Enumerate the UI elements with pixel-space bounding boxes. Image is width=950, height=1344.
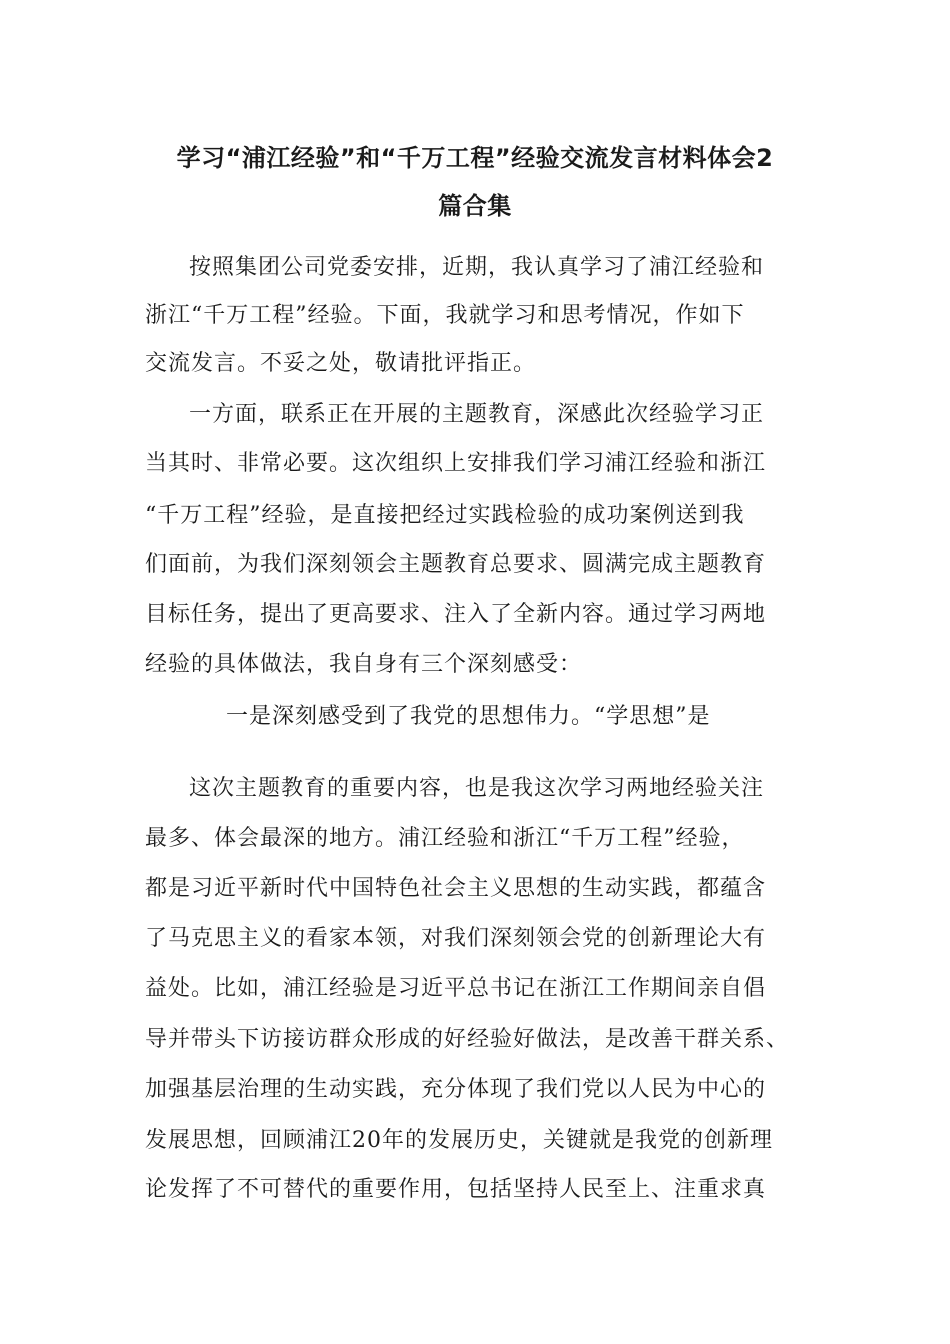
paragraph-line: 都是习近平新时代中国特色社会主义思想的生动实践，都蕴含	[145, 876, 767, 901]
paragraph-line: 最多、体会最深的地方。浦江经验和浙江“千万工程”经验，	[145, 826, 745, 851]
paragraph-line: 益处。比如，浦江经验是习近平总书记在浙江工作期间亲自倡	[145, 976, 767, 1001]
paragraph-line: 浙江“千万工程”经验。下面，我就学习和思考情况，作如下	[145, 303, 745, 328]
paragraph-line: 目标任务，提出了更高要求、注入了全新内容。通过学习两地	[145, 602, 767, 627]
paragraph-line: 按照集团公司党委安排，近期，我认真学习了浦江经验和	[189, 255, 765, 280]
paragraph-line: 经验的具体做法，我自身有三个深刻感受：	[145, 652, 583, 677]
paragraph-line: 导并带头下访接访群众形成的好经验好做法，是改善干群关系、	[145, 1027, 790, 1052]
paragraph-line: 这次主题教育的重要内容，也是我这次学习两地经验关注	[189, 776, 765, 801]
paragraph-line: “千万工程”经验，是直接把经过实践检验的成功案例送到我	[145, 503, 745, 528]
paragraph-line: 论发挥了不可替代的重要作用，包括坚持人民至上、注重求真	[145, 1177, 767, 1202]
document-title-line-2: 篇合集	[438, 192, 512, 220]
paragraph-line: 当其时、非常必要。这次组织上安排我们学习浦江经验和浙江	[145, 451, 767, 476]
paragraph-line: 交流发言。不妥之处，敬请批评指正。	[145, 351, 537, 376]
paragraph-line: 发展思想，回顾浦江20年的发展历史，关键就是我党的创新理	[145, 1128, 773, 1153]
paragraph-line: 一方面，联系正在开展的主题教育，深感此次经验学习正	[189, 402, 765, 427]
paragraph-line: 加强基层治理的生动实践，充分体现了我们党以人民为中心的	[145, 1077, 767, 1102]
paragraph-line: 们面前，为我们深刻领会主题教育总要求、圆满完成主题教育	[145, 552, 767, 577]
document-title-line-1: 学习“浦江经验”和“千万工程”经验交流发言材料体会2	[176, 144, 774, 172]
paragraph-line: 了马克思主义的看家本领，对我们深刻领会党的创新理论大有	[145, 926, 767, 951]
paragraph-line: 一是深刻感受到了我党的思想伟力。“学思想”是	[226, 704, 711, 729]
